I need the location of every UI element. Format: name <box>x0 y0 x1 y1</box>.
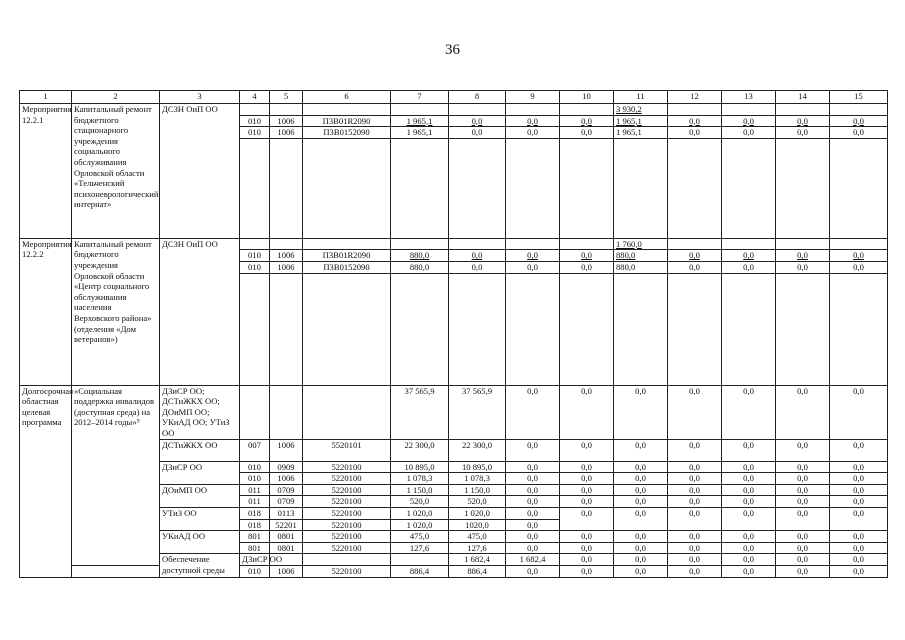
executor-cell: УКиАД ОО <box>160 531 240 554</box>
cell: 0,0 <box>614 507 668 530</box>
column-number: 11 <box>614 91 668 104</box>
cell: 0,0 <box>722 115 776 127</box>
cell: 0709 <box>270 484 303 496</box>
cell: 0,0 <box>776 439 830 461</box>
cell: 1 150,0 <box>391 484 449 496</box>
column-number: 2 <box>72 91 160 104</box>
executor-cell: УТиЗ ОО <box>160 507 240 530</box>
column-number: 14 <box>776 91 830 104</box>
cell: 0909 <box>270 461 303 473</box>
cell: 0,0 <box>668 439 722 461</box>
cell: 1 965,1 <box>391 127 449 139</box>
cell: 0,0 <box>722 484 776 496</box>
cell: 0,0 <box>614 542 668 554</box>
executor-cell: ДОиМП ОО <box>160 484 240 507</box>
cell: 0,0 <box>668 115 722 127</box>
cell: 0,0 <box>722 473 776 485</box>
cell: 010 <box>240 127 270 139</box>
executor-cell: ДЗиСР ОО <box>160 461 240 484</box>
cell: 0,0 <box>506 565 560 577</box>
cell: 5220100 <box>303 531 391 543</box>
cell: 0,0 <box>614 531 668 543</box>
cell: 0,0 <box>506 496 560 508</box>
cell: 0,0 <box>830 127 888 139</box>
cell: 018 <box>240 519 270 531</box>
cell: 0,0 <box>560 261 614 273</box>
cell: 886,4 <box>449 565 506 577</box>
cell: 1006 <box>270 261 303 273</box>
cell: 0,0 <box>668 127 722 139</box>
cell: 801 <box>240 531 270 543</box>
cell: 0,0 <box>506 461 560 473</box>
executor-cell: ДСЗН ОиП ОО <box>160 238 240 385</box>
cell: 0,0 <box>776 250 830 262</box>
cell: 011 <box>240 496 270 508</box>
cell: 0,0 <box>830 484 888 496</box>
column-number: 6 <box>303 91 391 104</box>
cell: 0,0 <box>668 250 722 262</box>
event-label: Мероприятия 12.2.2 <box>20 238 72 385</box>
cell: 0,0 <box>830 542 888 554</box>
table-row <box>20 104 888 116</box>
cell: 1006 <box>270 127 303 139</box>
column-number: 10 <box>560 91 614 104</box>
executor-cell: ДЗиСР ОО; ДСТиЖКХ ОО; ДОиМП ОО; УКиАД ОО; УТиЗ ОО <box>160 385 240 439</box>
cell: 127,6 <box>449 542 506 554</box>
cell: 0,0 <box>614 461 668 473</box>
cell: 0,0 <box>830 250 888 262</box>
cell: 0,0 <box>776 115 830 127</box>
cell: 0,0 <box>668 473 722 485</box>
event-label: Мероприятия 12.2.1 <box>20 104 72 239</box>
cell: 0801 <box>270 531 303 543</box>
cell: П3В01R2090 <box>303 115 391 127</box>
cell: 0801 <box>270 542 303 554</box>
cell: 0,0 <box>506 507 560 519</box>
cell: 1 682,4 <box>449 554 506 566</box>
cell: 0,0 <box>668 565 722 577</box>
cell: 475,0 <box>449 531 506 543</box>
executor-cell: ДСТиЖКХ ОО <box>160 439 240 461</box>
cell: 1006 <box>270 115 303 127</box>
cell: 37 565,9 <box>391 385 449 439</box>
cell: 1 965,1 <box>614 115 668 127</box>
cell: 0,0 <box>560 496 614 508</box>
cell: 5220100 <box>303 484 391 496</box>
cell: 0,0 <box>668 542 722 554</box>
cell: 0,0 <box>560 542 614 554</box>
cell: 0,0 <box>830 565 888 577</box>
cell: 0,0 <box>776 473 830 485</box>
cell: 0,0 <box>830 439 888 461</box>
cell: 010 <box>240 473 270 485</box>
cell: 1 682,4 <box>506 554 560 566</box>
cell: 22 300,0 <box>391 439 449 461</box>
cell: П3В01R2090 <box>303 250 391 262</box>
cell: 010 <box>240 565 270 577</box>
cell: 0,0 <box>776 507 830 530</box>
cell: 0,0 <box>776 127 830 139</box>
cell: 1006 <box>270 473 303 485</box>
cell: 010 <box>240 250 270 262</box>
column-number: 9 <box>506 91 560 104</box>
cell: 0,0 <box>722 461 776 473</box>
cell: 880,0 <box>391 261 449 273</box>
cell: 0,0 <box>614 439 668 461</box>
cell: 0,0 <box>560 473 614 485</box>
cell: 0,0 <box>614 565 668 577</box>
cell: 0,0 <box>668 461 722 473</box>
cell: 1 150,0 <box>449 484 506 496</box>
cell: 0,0 <box>830 385 888 439</box>
cell: 520,0 <box>391 496 449 508</box>
cell: 0,0 <box>506 473 560 485</box>
cell: 0,0 <box>560 127 614 139</box>
cell: 0,0 <box>560 484 614 496</box>
event-name: Капитальный ремонт бюджетного стационарного учреждения социального обслуживания Орловской области «Тельченский психоневрологический интернат» <box>72 104 160 239</box>
column-number-row <box>20 91 888 104</box>
cell: 0,0 <box>776 565 830 577</box>
cell: 886,4 <box>391 565 449 577</box>
cell: 0,0 <box>506 127 560 139</box>
cell: 0113 <box>270 507 303 519</box>
page-number: 36 <box>445 42 460 58</box>
executor-cell: ДЗиСР ОО <box>240 554 270 566</box>
cell: 1 020,0 <box>449 507 506 519</box>
cell: 0,0 <box>668 531 722 543</box>
cell: 0,0 <box>614 484 668 496</box>
cell: 0,0 <box>614 473 668 485</box>
cell: 37 565,9 <box>449 385 506 439</box>
cell: 0,0 <box>668 261 722 273</box>
cell: 0,0 <box>506 542 560 554</box>
column-number: 15 <box>830 91 888 104</box>
cell: 1 020,0 <box>391 507 449 519</box>
cell: 018 <box>240 507 270 519</box>
cell: 0,0 <box>449 261 506 273</box>
cell: 0,0 <box>722 542 776 554</box>
cell: 0,0 <box>560 554 614 566</box>
cell: 0,0 <box>722 250 776 262</box>
cell: 0,0 <box>506 261 560 273</box>
table-row <box>20 238 888 250</box>
total-cell: 3 930,2 <box>614 104 668 116</box>
cell: 520,0 <box>449 496 506 508</box>
cell: 880,0 <box>614 261 668 273</box>
cell: 5220100 <box>303 519 391 531</box>
cell: 0,0 <box>506 385 560 439</box>
cell: 0,0 <box>668 385 722 439</box>
cell: 0,0 <box>614 496 668 508</box>
cell: 0,0 <box>506 519 560 531</box>
cell: 0,0 <box>830 531 888 543</box>
cell: 0,0 <box>830 496 888 508</box>
cell: 1006 <box>270 250 303 262</box>
cell: 10 895,0 <box>391 461 449 473</box>
cell: 0,0 <box>776 554 830 566</box>
cell: 0,0 <box>506 250 560 262</box>
column-number: 5 <box>270 91 303 104</box>
table-row <box>20 565 888 577</box>
column-number: 3 <box>160 91 240 104</box>
cell: 0,0 <box>506 115 560 127</box>
cell: 0,0 <box>560 507 614 530</box>
cell: 0,0 <box>776 542 830 554</box>
cell: 5220100 <box>303 542 391 554</box>
subprogram-name: Обеспечение доступной среды <box>160 554 240 577</box>
cell: 0,0 <box>830 507 888 530</box>
cell: 475,0 <box>391 531 449 543</box>
cell: 1 078,3 <box>391 473 449 485</box>
cell: 0,0 <box>722 531 776 543</box>
column-number: 1 <box>20 91 72 104</box>
column-number: 12 <box>668 91 722 104</box>
column-number: 4 <box>240 91 270 104</box>
cell: 0,0 <box>668 554 722 566</box>
cell: 1006 <box>270 565 303 577</box>
cell: 0,0 <box>830 261 888 273</box>
cell: 011 <box>240 484 270 496</box>
cell: 0,0 <box>449 127 506 139</box>
program-label: Долгосрочная областная целевая программа <box>20 385 72 577</box>
cell: 880,0 <box>391 250 449 262</box>
cell: 0,0 <box>776 385 830 439</box>
cell: 1 078,3 <box>449 473 506 485</box>
cell: 0,0 <box>830 554 888 566</box>
table-row <box>20 385 888 439</box>
budget-table <box>19 90 888 578</box>
cell: 0,0 <box>668 496 722 508</box>
cell: 5220100 <box>303 565 391 577</box>
cell: 0,0 <box>506 484 560 496</box>
cell: 880,0 <box>614 250 668 262</box>
cell: 0,0 <box>722 507 776 530</box>
cell: 1 965,1 <box>614 127 668 139</box>
cell: 1 965,1 <box>391 115 449 127</box>
cell: 0,0 <box>560 461 614 473</box>
cell: 0,0 <box>449 115 506 127</box>
cell: 0,0 <box>776 484 830 496</box>
cell: 0,0 <box>560 531 614 543</box>
cell: 52201 <box>270 519 303 531</box>
cell: 5220100 <box>303 496 391 508</box>
cell: 0,0 <box>449 250 506 262</box>
cell: 0,0 <box>776 261 830 273</box>
cell: 0,0 <box>506 531 560 543</box>
total-cell: 1 760,0 <box>614 238 668 250</box>
cell: 010 <box>240 115 270 127</box>
cell: 0,0 <box>560 115 614 127</box>
cell: 1020,0 <box>449 519 506 531</box>
cell: 0,0 <box>722 439 776 461</box>
cell: 5520101 <box>303 439 391 461</box>
cell: 10 895,0 <box>449 461 506 473</box>
cell: 127,6 <box>391 542 449 554</box>
cell: 0,0 <box>668 507 722 530</box>
cell: 0,0 <box>506 439 560 461</box>
column-number: 13 <box>722 91 776 104</box>
column-number: 8 <box>449 91 506 104</box>
cell: 010 <box>240 261 270 273</box>
cell: 0,0 <box>560 250 614 262</box>
cell: 0,0 <box>614 554 668 566</box>
cell: 0,0 <box>830 115 888 127</box>
column-number: 7 <box>391 91 449 104</box>
cell: 0,0 <box>776 461 830 473</box>
cell: 5220100 <box>303 473 391 485</box>
cell: 0,0 <box>560 565 614 577</box>
cell: 1006 <box>270 439 303 461</box>
cell: П3В0152090 <box>303 261 391 273</box>
cell: 0,0 <box>776 531 830 543</box>
program-name: «Социальная поддержка инвалидов (доступная среда) на 2012–2014 годы»⁹ <box>72 385 160 565</box>
cell: 1 020,0 <box>391 519 449 531</box>
cell: 22 300,0 <box>449 439 506 461</box>
cell: 801 <box>240 542 270 554</box>
cell: 0,0 <box>776 496 830 508</box>
cell: 0,0 <box>614 385 668 439</box>
cell: 0,0 <box>560 385 614 439</box>
cell: 0,0 <box>560 439 614 461</box>
executor-cell: ДСЗН ОиП ОО <box>160 104 240 239</box>
cell: 007 <box>240 439 270 461</box>
cell: 0,0 <box>722 554 776 566</box>
cell: 0,0 <box>830 473 888 485</box>
cell: 0,0 <box>722 127 776 139</box>
cell: 5220100 <box>303 461 391 473</box>
cell: 0709 <box>270 496 303 508</box>
cell: П3В0152090 <box>303 127 391 139</box>
cell: 0,0 <box>722 385 776 439</box>
cell: 0,0 <box>830 461 888 473</box>
cell: 0,0 <box>722 496 776 508</box>
cell: 5220100 <box>303 507 391 519</box>
cell: 010 <box>240 461 270 473</box>
cell: 0,0 <box>722 565 776 577</box>
cell: 0,0 <box>668 484 722 496</box>
event-name: Капитальный ремонт бюджетного учреждения Орловской области «Центр социального обслуживания населения Верховского района» (отделения «Дом ветеранов») <box>72 238 160 385</box>
cell: 0,0 <box>722 261 776 273</box>
